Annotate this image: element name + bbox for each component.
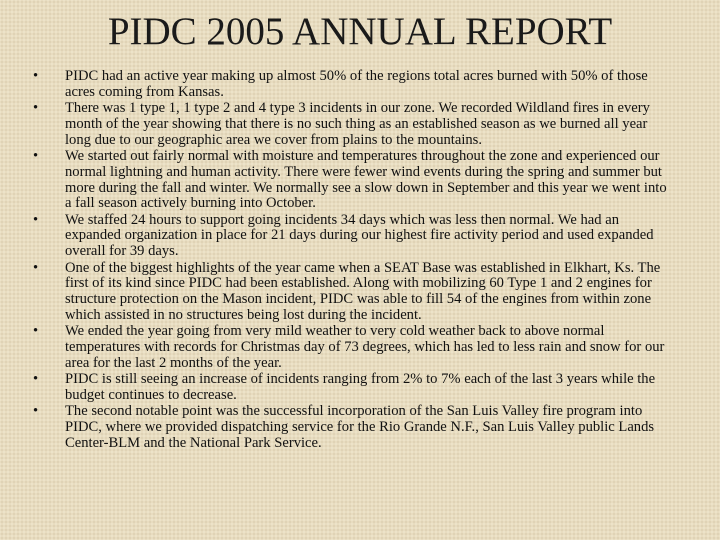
bullet-text: PIDC is still seeing an increase of incidents ranging from 2% to 7% each of the last 3 years while the budget continues to decrease.: [65, 371, 656, 403]
bullet-text: There was 1 type 1, 1 type 2 and 4 type 3 incidents in our zone. We recorded Wildland fires in every month of the year showing that there is no such thing as an established season as we burned all year long due to our geographic area we cover from plains to the mountains.: [65, 100, 650, 148]
bullet-item: [30, 404, 670, 451]
bullet-text: We started out fairly normal with moisture and temperatures throughout the zone and experienced our normal lightning and human activity. There were fewer wind events during the spring and summer but more during the fall and winter. We normally see a slow down in September and this year we went into a fall season actively burning into October.: [65, 147, 667, 212]
bullet-item: [30, 372, 670, 404]
bullet-text: We ended the year going from very mild weather to very cold weather back to above normal temperatures with records for Christmas day of 73 degrees, which has led to less rain and snow for our area for the last 2 months of the year.: [65, 323, 665, 371]
bullet-icon: •: [33, 100, 39, 117]
bullet-item: [30, 101, 670, 148]
bullet-icon: •: [33, 259, 39, 276]
bullet-icon: •: [33, 147, 39, 164]
bullet-icon: •: [33, 323, 39, 340]
bullet-item: [30, 324, 670, 371]
bullet-text: One of the biggest highlights of the year came when a SEAT Base was established in Elkhart, Ks. The first of its kind since PIDC had been established. Along with mobilizing 60 Type 1 and 2 engines for structure protection on the Mason incident, PIDC was able to fill 54 of the engines from within zone which assisted in no structures being lost during the incident.: [65, 259, 661, 323]
bullet-item: [30, 213, 670, 260]
bullet-item: [30, 149, 670, 212]
bullet-text: We staffed 24 hours to support going incidents 34 days which was less then normal. We had an expanded organization in place for 21 days during our highest fire activity period and used expanded overall for 39 days.: [65, 211, 654, 260]
bullet-text: The second notable point was the successful incorporation of the San Luis Valley fire program into PIDC, where we provided dispatching service for the Rio Grande N.F., San Luis Valley public Lands Center-BLM and the National Park Service.: [65, 403, 655, 451]
bullet-list: [30, 69, 670, 452]
slide-title: PIDC 2005 ANNUAL REPORT: [107, 10, 613, 53]
bullet-icon: •: [33, 371, 39, 388]
bullet-icon: •: [33, 68, 39, 84]
bullet-item: [30, 261, 670, 324]
bullet-item: [30, 69, 670, 101]
bullet-icon: •: [33, 403, 39, 420]
bullet-text: PIDC had an active year making up almost 50% of the regions total acres burned with 50% of those acres coming from Kansas.: [65, 68, 648, 100]
bullet-icon: •: [33, 211, 39, 228]
